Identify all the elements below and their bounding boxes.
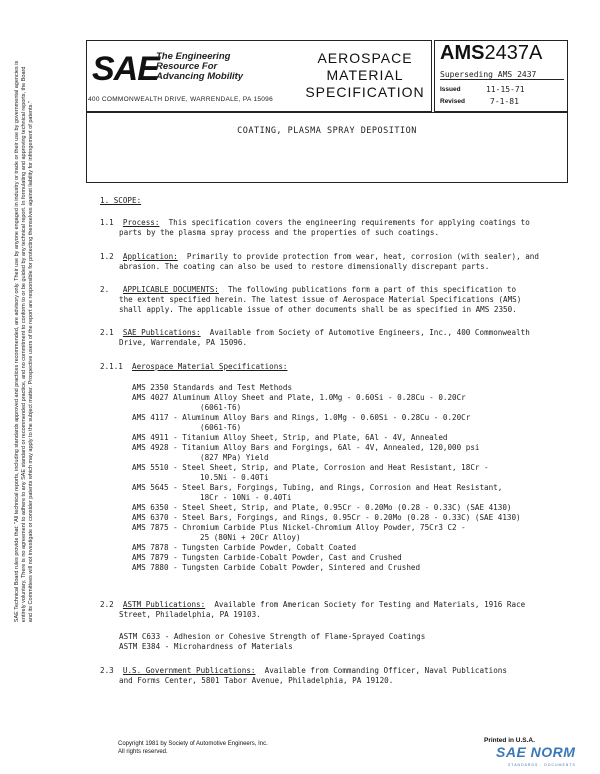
watermark-subtitle: STANDARDS . DOCUMENTS [508,763,576,767]
body-line: parts by the plasma spray process and the properties of such coatings. [119,228,440,237]
ams-description-cont: 10.5Ni - 0.40Ti [200,473,269,482]
ams-code: AMS 7878 [132,543,169,552]
sae-logo: SAE [92,50,159,88]
doc-type-line: MATERIAL [326,67,404,83]
body-line: Primarily to provide protection from wear, heat, corrosion (with sealer), and [186,252,539,261]
ams-list-item [132,503,511,513]
revised-date: 7-1-81 [490,97,519,106]
ams-description: - Titanium Alloy Sheet, Strip, and Plate, 6Al - 4V, Annealed [173,433,448,442]
ams-number-value: 2437A [484,42,543,64]
frame-right-rule [567,112,568,182]
header-bottom-rule [86,112,568,113]
ams-code: AMS 6370 [132,513,169,522]
section-number: 2.1 [100,328,114,337]
section-2 [100,285,516,295]
section-2-3 [100,666,507,676]
document-title: COATING, PLASMA SPRAY DEPOSITION [237,126,417,136]
ams-description: - Tungsten Carbide Cobalt Powder, Sintered and Crushed [173,563,421,572]
ams-list-item [132,463,489,473]
section-scope [100,196,141,206]
section-heading: ASTM Publications: [122,600,206,609]
body-line: Drive, Warrendale, PA 15096. [119,338,248,347]
ams-code: AMS 5510 [132,463,169,472]
section-1-2 [100,252,539,262]
ams-list-item [132,543,356,553]
rights-line: All rights reserved. [118,749,168,755]
body-line: Available from American Society for Testing and Materials, 1916 Race [214,600,526,609]
legal-sidenote: SAE Technical Board rules provide that: "All technical reports, including standards approved and practices recommended, are advisory only. Their use by anyone engaged in industry or trade or their use by governmental agencies is entirely voluntary. There is no agreement to adhere to any SAE standard or recommended practice, and no commitment to conform to or be guided by any technical report. In formulating and approving technical reports, the Board and its Committees will not investigate or consider patents which may apply to the subject matter. Prospective users of the report are responsible for protecting themselves against liability for infringement of patents." [13,60,34,623]
ams-description-cont: (6061-T6) [200,423,242,432]
ams-description: - Steel Bars, Forgings, and Rings, 0.95Cr - 0.20Mo (0.28 - 0.33C) (SAE 4130) [173,513,521,522]
issued-label: Issued [440,86,461,93]
ams-description: - Chromium Carbide Plus Nickel-Chromium Alloy Powder, 75Cr3 C2 - [173,523,466,532]
ams-list-item [132,563,420,573]
ams-code: AMS 6350 [132,503,169,512]
body-line: shall apply. The applicable issue of other documents shall be as specified in AMS 2350. [119,305,517,314]
ams-list-item [132,513,521,523]
copyright-block [118,740,268,756]
body-line: Available from Society of Automotive Engineers, Inc., 400 Commonwealth [209,328,530,337]
ams-description-cont: (827 MPa) Yield [200,453,269,462]
section-number: 2.3 [100,666,114,675]
body-line: the extent specified herein. The latest issue of Aerospace Material Specifications (AMS) [119,295,522,304]
body-line: The following publications form a part of this specification to [228,285,517,294]
copyright-line: Copyright 1981 by Society of Automotive Engineers, Inc. [118,741,268,747]
ams-description: - Aluminum Alloy Bars and Rings, 1.0Mg - 0.60Si - 0.28Cu - 0.20Cr [173,413,471,422]
doc-type-line: AEROSPACE [317,50,413,66]
issued-date: 11-15-71 [486,85,525,94]
section-number: 1.2 [100,252,114,261]
ams-list-item [132,523,466,533]
ams-list-item [132,413,470,423]
section-heading: Process: [122,218,160,227]
revised-label: Revised [440,98,465,105]
ams-code: AMS 7875 [132,523,169,532]
astm-item: ASTM E384 - Microhardness of Materials [119,642,293,651]
ams-description: - Steel Sheet, Strip, and Plate, Corrosion and Heat Resistant, 18Cr - [173,463,489,472]
ams-description: - Titanium Alloy Bars and Forgings, 6Al - 4V, Annealed, 120,000 psi [173,443,480,452]
ams-description-cont: 18Cr - 10Ni - 0.40Ti [200,493,292,502]
title-bottom-rule [86,182,568,183]
section-heading: Aerospace Material Specifications: [132,362,288,371]
section-number: 2.2 [100,600,114,609]
section-1-1 [100,218,530,228]
ams-code: AMS 4027 [132,393,169,402]
sae-address: 400 COMMONWEALTH DRIVE, WARRENDALE, PA 15096 [88,96,274,103]
tagline-line: Advancing Mobility [156,71,244,82]
ams-code: AMS 7879 [132,553,169,562]
body-line: Street, Philadelphia, PA 19103. [119,610,261,619]
frame-left-rule [86,112,87,182]
sae-norm-watermark: SAE NORM [496,744,576,760]
sae-tagline [156,52,243,82]
ams-list-item [132,483,502,493]
body-line: This specification covers the engineering requirements for applying coatings to [168,218,530,227]
body-line: abrasion. The coating can also be used to restore dimensionally discrepant parts. [119,262,490,271]
body-line: and Forms Center, 5801 Tabor Avenue, Philadelphia, PA 19120. [119,676,394,685]
ams-list-item [132,443,479,453]
ams-description: Aluminum Alloy Sheet and Plate, 1.0Mg - 0.60Si - 0.28Cu - 0.20Cr [173,393,466,402]
ams-list-item [132,393,466,403]
section-heading: 1. SCOPE: [100,196,142,205]
section-heading: SAE Publications: [122,328,201,337]
ams-description: - Steel Bars, Forgings, Tubing, and Rings, Corrosion and Heat Resistant, [173,483,503,492]
ams-number [440,42,542,65]
ams-code: AMS 4928 [132,443,169,452]
ams-list-item [132,383,292,393]
section-heading: U.S. Government Publications: [122,666,256,675]
section-heading: Application: [122,252,178,261]
body-line: Available from Commanding Officer, Naval Publications [264,666,507,675]
superseding-note: Superseding AMS 2437 [440,70,564,80]
section-number: 2.1.1 [100,362,123,371]
ams-description: - Tungsten Carbide Powder, Cobalt Coated [173,543,357,552]
ams-prefix: AMS [440,42,485,64]
doc-type-block [298,50,432,101]
printed-in-usa: Printed in U.S.A. [484,737,535,744]
ams-code: AMS 7880 [132,563,169,572]
tagline-line: Resource For [156,61,218,72]
section-heading: APPLICABLE DOCUMENTS: [122,285,219,294]
ams-description: - Tungsten Carbide-Cobalt Powder, Cast and Crushed [173,553,402,562]
ams-code: AMS 4911 [132,433,169,442]
ams-list-item [132,553,402,563]
ams-description: Standards and Test Methods [173,383,293,392]
ams-code: AMS 4117 [132,413,169,422]
section-number: 2. [100,285,110,294]
ams-description: - Steel Sheet, Strip, and Plate, 0.95Cr - 0.20Mo (0.28 - 0.33C) (SAE 4130) [173,503,512,512]
doc-type-line: SPECIFICATION [305,84,425,100]
astm-item: ASTM C633 - Adhesion or Cohesive Strength of Flame-Sprayed Coatings [119,632,426,641]
ams-list-item [132,433,447,443]
section-number: 1.1 [100,218,114,227]
ams-code: AMS 5645 [132,483,169,492]
section-2-1 [100,328,530,338]
ams-code: AMS 2350 [132,383,169,392]
ams-description-cont: (6061-T6) [200,403,242,412]
ams-description-cont: 25 (80Ni + 20Cr Alloy) [200,533,301,542]
tagline-line: The Engineering [156,51,231,62]
section-2-1-1 [100,362,287,372]
section-2-2 [100,600,525,610]
